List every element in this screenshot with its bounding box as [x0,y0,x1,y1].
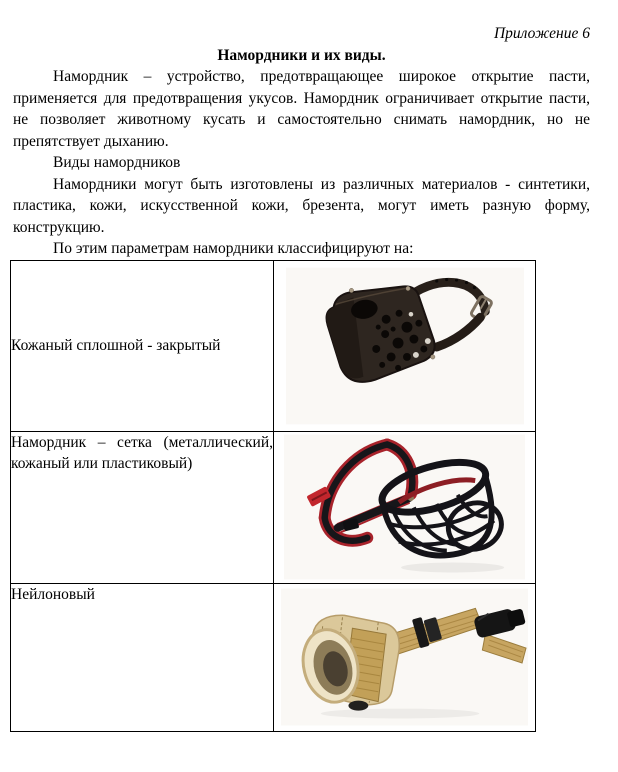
paragraph-types-heading: Виды намордников [53,154,181,171]
page-title: Намордники и их виды. [217,46,386,64]
paragraph-materials: Намордники могут быть изготовлены из различных материалов - синтетики, пластика, кожи, искусственной кожи, брезента, могут иметь разную форму, конструкцию. [13,175,590,236]
muzzle-type-label: Нейлоновый [11,583,274,731]
leather-muzzle-image [286,267,524,425]
paragraph-classification: По этим параметрам намордники классифицируют на: [53,240,414,257]
basket-muzzle-image [284,434,525,580]
muzzle-photo-cell [274,431,536,583]
nylon-muzzle-image [281,588,528,726]
table-row-basket [11,431,536,583]
paragraph-intro: Намордник – устройство, предотвращающее широкое открытие пасти, применяется для предотвращения укусов. Намордник ограничивает открытие пасти, не позволяет животному кусать и самостоятельно снимать намордник, но не препятствует дыханию. [13,68,590,150]
table-row-nylon [11,583,536,731]
muzzle-types-table [10,260,536,732]
muzzle-photo-cell [274,583,536,731]
muzzle-type-label: Намордник – сетка (металлический, кожаный или пластиковый) [11,431,274,583]
appendix-label: Приложение 6 [493,25,590,42]
muzzle-photo-cell [274,260,536,431]
muzzle-type-label: Кожаный сплошной - закрытый [11,260,274,431]
table-row-leather [11,260,536,431]
